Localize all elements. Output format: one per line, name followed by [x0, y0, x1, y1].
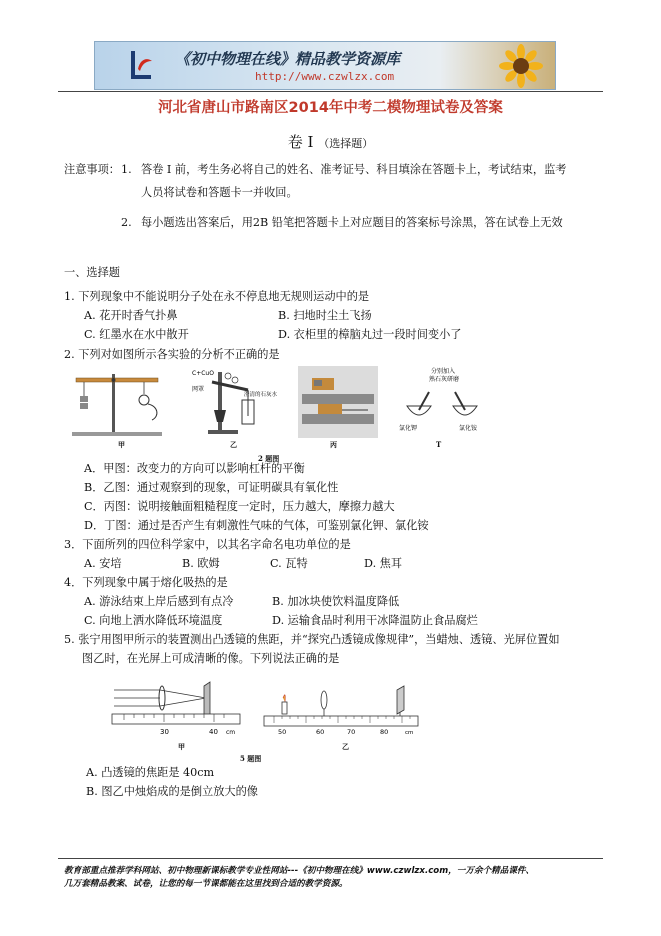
fig-yi-label-limewater: 澄清的石灰水	[244, 392, 278, 398]
q2-option-d: D．丁图：通过是否产生有刺激性气味的气体，可鉴别氯化钾、氯化铵	[84, 519, 429, 532]
q1-option-a: A. 花开时香气扑鼻	[84, 309, 178, 322]
q3-stem: 3．下面所列的四位科学家中，以其名字命名电功单位的是	[64, 538, 351, 551]
ruler-b-label-70: 70	[347, 728, 356, 736]
q5-stem-line-1: 5. 张宁用图甲所示的装置测出凸透镜的焦距，并“探究凸透镜成像规律”，当蜡烛、透镜、光屏位置如	[64, 633, 560, 646]
q4-option-c: C. 向地上洒水降低环境温度	[84, 614, 223, 627]
q2-fig-label-jia: 甲	[118, 440, 125, 449]
part-note: （选择题）	[318, 137, 374, 150]
q1-option-b: B. 扫地时尘土飞扬	[278, 309, 372, 322]
note-2-text: 每小题选出答案后，用2B 铅笔把答题卡上对应题目的答案标号涂黑，答在试卷上无效	[141, 216, 563, 229]
q5-fig-label-yi: 乙	[342, 742, 349, 751]
q2-option-b: B．乙图：通过观察到的现象，可证明碳具有氧化性	[84, 481, 339, 494]
ruler-b-label-60: 60	[316, 728, 325, 736]
footer-line-2: 几万套精品教案、试卷，让您的每一节课都能在这里找到合适的教学资源。	[64, 879, 348, 889]
q2-fig-label-bing: 丙	[330, 440, 337, 449]
q4-option-a: A. 游泳结束上岸后感到有点冷	[84, 595, 234, 608]
figure-jia-lever	[72, 366, 162, 438]
q5-fig-caption: 5 题图	[240, 754, 262, 763]
q2-option-c: C．丙图：说明接触面粗糙程度一定时，压力越大，摩擦力越大	[84, 500, 395, 513]
figure-bing-friction	[298, 366, 378, 438]
q3-option-d: D. 焦耳	[364, 557, 403, 570]
site-banner	[94, 41, 556, 90]
figure-ding-ammonium	[397, 366, 487, 438]
q1-option-c: C. 红墨水在水中散开	[84, 328, 189, 341]
note-1-number: 1.	[121, 163, 132, 176]
q1-option-d: D. 衣柜里的樟脑丸过一段时间变小了	[278, 328, 462, 341]
q2-fig-label-ding: T	[436, 440, 442, 449]
page-title: 河北省唐山市路南区2014年中考二模物理试卷及答案	[158, 100, 503, 116]
q3-option-a: A. 安培	[84, 557, 122, 570]
q5-option-a: A. 凸透镜的焦距是 40cm	[86, 766, 215, 779]
figure-yi-reduction	[188, 366, 278, 438]
section-heading: 一、选择题	[64, 266, 120, 279]
ruler-b-label-50: 50	[278, 728, 287, 736]
banner-url: http://www.czwlzx.com	[255, 70, 395, 83]
q4-option-b: B. 加冰块使饮料温度降低	[272, 595, 400, 608]
part-label: 卷 I	[287, 133, 314, 151]
fig-ding-label-1: 分别加入	[431, 368, 456, 375]
notes-label: 注意事项：	[64, 163, 120, 176]
footer-line-1: 教育部重点推荐学科网站、初中物理新课标教学专业性网站---《初中物理在线》www.czwlzx.com，一万余个精品课件、	[64, 866, 535, 876]
banner-title: 《初中物理在线》精品教学资源库	[175, 50, 401, 68]
q5-fig-label-jia: 甲	[178, 742, 185, 751]
q3-option-b: B. 欧姆	[182, 557, 220, 570]
ruler-a-label-30: 30	[160, 728, 169, 736]
q3-option-c: C. 瓦特	[270, 557, 308, 570]
note-2-number: 2.	[121, 216, 132, 229]
q4-option-d: D. 运输食品时利用干冰降温防止食品腐烂	[272, 614, 478, 627]
q5-option-b: B. 图乙中烛焰成的是倒立放大的像	[86, 785, 258, 798]
q1-stem: 1. 下列现象中不能说明分子处在永不停息地无规则运动中的是	[64, 290, 370, 303]
fig-ding-label-nh4cl: 氯化铵	[459, 425, 478, 432]
figure-yi-optical-bench	[262, 686, 422, 738]
fig-yi-label-ccuo: C+CuO	[192, 370, 214, 377]
note-1-line-2: 人员将试卷和答题卡一并收回。	[141, 186, 298, 199]
figure-jia-focal-length	[110, 676, 245, 738]
ruler-b-label-80: 80	[380, 728, 389, 736]
q4-stem: 4．下列现象中属于熔化吸热的是	[64, 576, 228, 589]
sunflower-icon	[491, 44, 547, 88]
fig-ding-label-2: 熟石灰研磨	[429, 376, 460, 383]
fig-ding-label-kcl: 氯化钾	[399, 425, 418, 432]
part-heading	[0, 131, 661, 152]
fig-yi-label-mesh: 网罩	[192, 386, 205, 393]
ruler-a-label-cm: cm	[226, 729, 236, 736]
q2-stem: 2. 下列对如图所示各实验的分析不正确的是	[64, 348, 280, 361]
q2-fig-caption: 2 题图	[258, 454, 280, 463]
q2-fig-label-yi: 乙	[230, 440, 237, 449]
note-1-line-1: 答卷 I 前，考生务必将自己的姓名、准考证号、科目填涂在答题卡上，考试结束，监考	[141, 163, 567, 176]
ruler-a-label-40: 40	[209, 728, 218, 736]
ruler-b-label-cm: cm	[405, 730, 414, 736]
q2-option-a: A．甲图：改变力的方向可以影响杠杆的平衡	[84, 462, 305, 475]
site-logo-icon	[125, 47, 155, 83]
footer-rule	[58, 858, 603, 859]
q5-stem-line-2: 图乙时，在光屏上可成清晰的像。下列说法正确的是	[82, 652, 340, 665]
header-rule	[58, 91, 603, 92]
